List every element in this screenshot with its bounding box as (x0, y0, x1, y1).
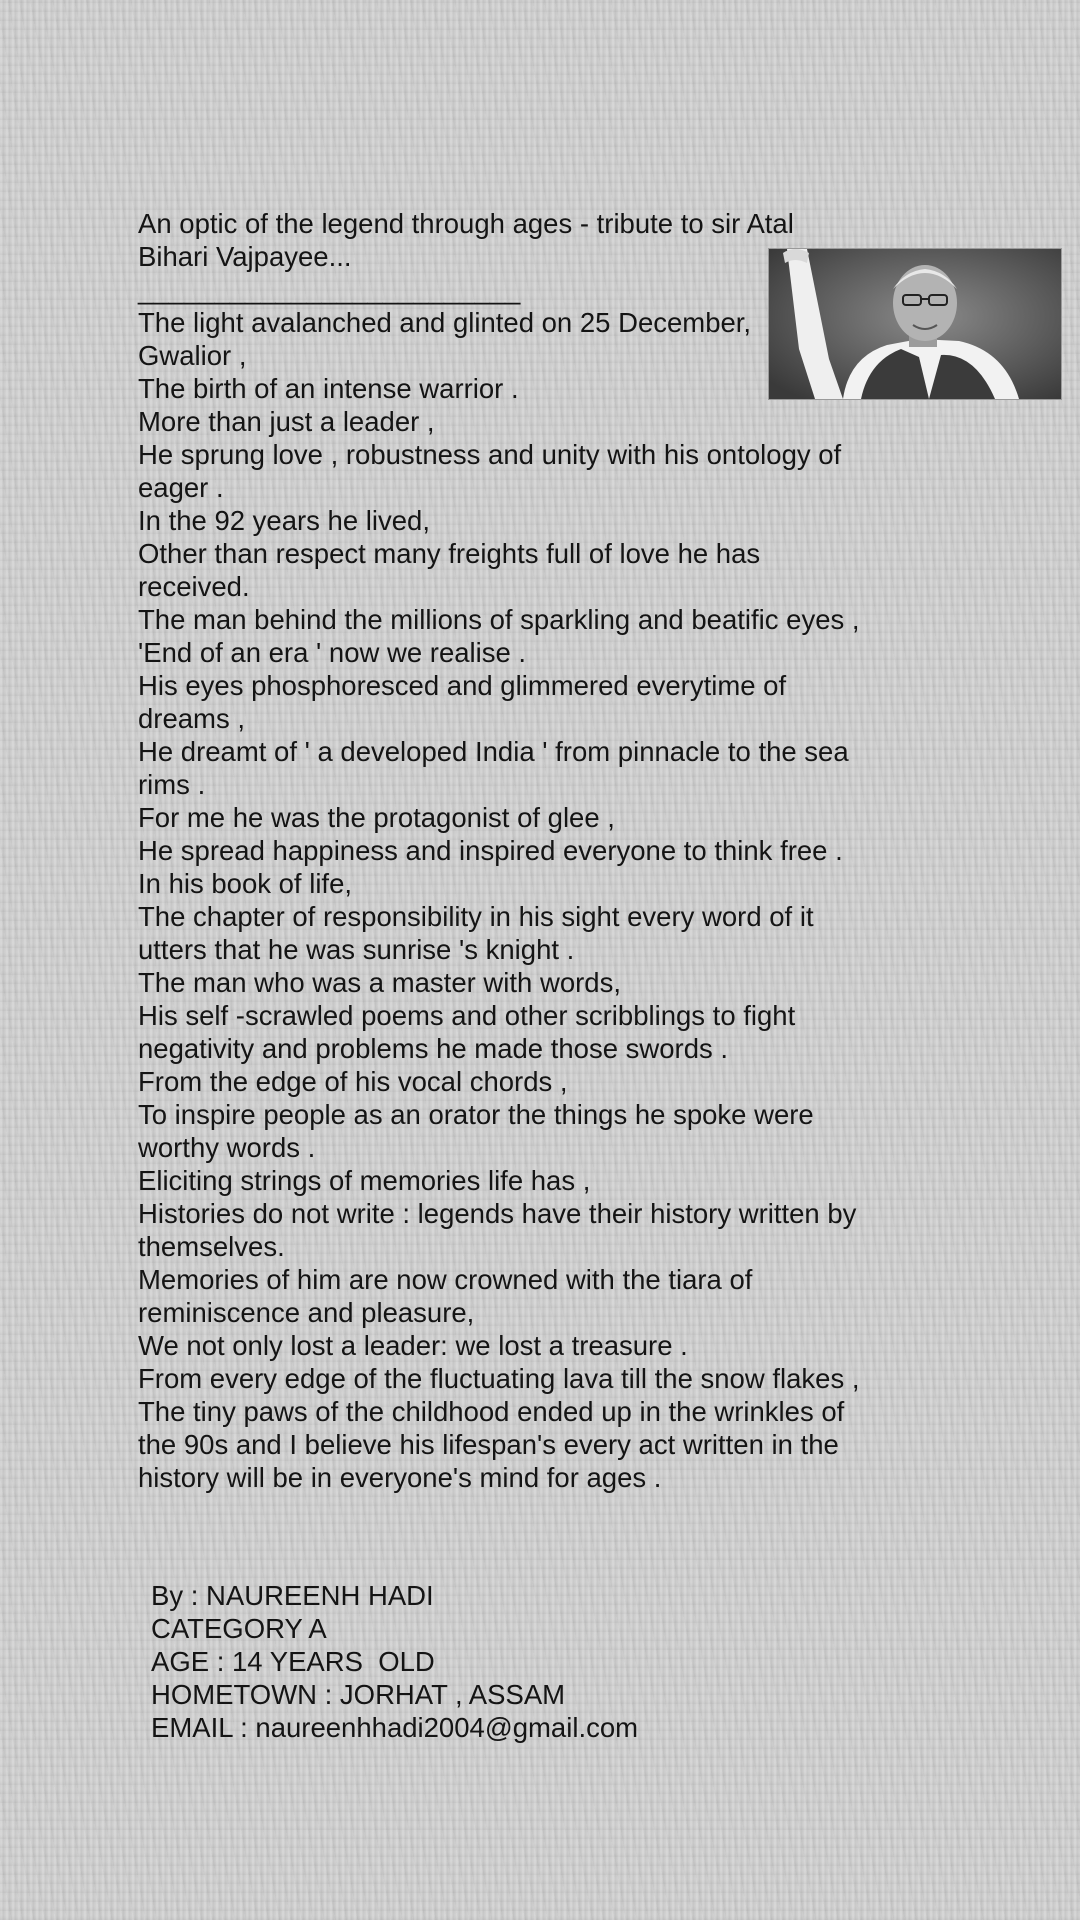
poem-line: To inspire people as an orator the things he spoke were worthy words . (138, 1099, 814, 1163)
poem-line: From the edge of his vocal chords , (138, 1066, 568, 1097)
poem-line: From every edge of the fluctuating lava till the snow flakes , (138, 1363, 860, 1394)
poem-line: Eliciting strings of memories life has , (138, 1165, 591, 1196)
poem-line: Memories of him are now crowned with the tiara of reminiscence and pleasure, (138, 1264, 753, 1328)
poem-line: Gwalior , (138, 340, 247, 371)
poem-line: In his book of life, (138, 868, 353, 899)
title-underline: _________________________ (138, 274, 521, 305)
poem-line: Other than respect many freights full of love he has received. (138, 538, 761, 602)
hometown: HOMETOWN : JORHAT , ASSAM (151, 1679, 566, 1710)
poem-title-line: An optic of the legend through ages - tribute to sir Atal (138, 208, 794, 239)
poem-line: His self -scrawled poems and other scribblings to fight negativity and problems he made those swords . (138, 1000, 796, 1064)
poem-line: The tiny paws of the childhood ended up in the wrinkles of the 90s and I believe his lifespan's every act written in the history will be in everyone's mind for ages . (138, 1396, 845, 1493)
poem-line: For me he was the protagonist of glee , (138, 802, 615, 833)
poem-line: The birth of an intense warrior . (138, 373, 519, 404)
poem-line: He spread happiness and inspired everyone to think free . (138, 835, 843, 866)
author-credits (151, 1579, 638, 1744)
poem-line: 'End of an era ' now we realise . (138, 637, 527, 668)
author-name: By : NAUREENH HADI (151, 1580, 434, 1611)
poem-line: The man who was a master with words, (138, 967, 621, 998)
poem-line: He sprung love , robustness and unity with his ontology of eager . (138, 439, 842, 503)
poem-text (138, 207, 868, 1494)
poem-line: The light avalanched and glinted on 25 December, (138, 307, 752, 338)
poem-title-line: Bihari Vajpayee... (138, 241, 352, 272)
poem-line: The chapter of responsibility in his sight every word of it utters that he was sunrise 's knight . (138, 901, 814, 965)
age: AGE : 14 YEARS OLD (151, 1646, 435, 1677)
poem-line: He dreamt of ' a developed India ' from pinnacle to the sea rims . (138, 736, 849, 800)
poem-line: The man behind the millions of sparkling and beatific eyes , (138, 604, 860, 635)
poem-line: Histories do not write : legends have their history written by themselves. (138, 1198, 857, 1262)
email: EMAIL : naureenhhadi2004@gmail.com (151, 1712, 639, 1743)
category: CATEGORY A (151, 1613, 327, 1644)
poem-line: In the 92 years he lived, (138, 505, 430, 536)
poem-line: More than just a leader , (138, 406, 435, 437)
poem-line: His eyes phosphoresced and glimmered everytime of dreams , (138, 670, 787, 734)
poem-line: We not only lost a leader: we lost a treasure . (138, 1330, 688, 1361)
